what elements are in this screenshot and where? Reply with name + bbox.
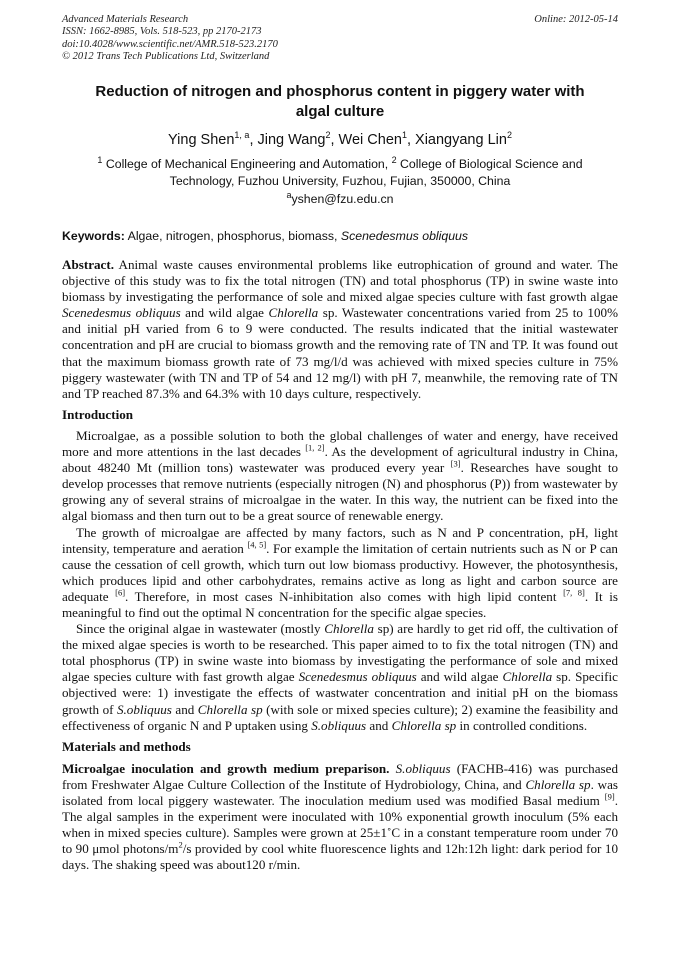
author-separator: , <box>249 132 258 148</box>
paragraph-text: /s provided by cool white fluorescence lights and 12h:12h light: dark period for 10 days. The shaking speed was about120 r/min. <box>62 841 618 873</box>
affiliation-text: College of Biological Science and <box>396 157 583 171</box>
affiliation-mark: 1 <box>97 154 103 165</box>
citation-ref[interactable]: [1, 2] <box>305 442 325 453</box>
author-name: Jing Wang <box>257 132 326 148</box>
author-affiliation-mark: 1, a <box>234 130 250 141</box>
keywords-text: Algae, nitrogen, phosphorus, biomass, <box>124 229 341 243</box>
paragraph-text: in controlled conditions. <box>456 717 588 733</box>
abstract-label: Abstract. <box>62 257 114 272</box>
subsection-heading: Microalgae inoculation and growth medium preparison. <box>62 760 390 776</box>
affiliation-line-1 <box>62 156 618 173</box>
paragraph-text: . Researches have sought to develop processes that remove nutrients (especially nitrogen (N) and phosphorus (P)) from wastewater by growing any of several strains of microalgae in the water. In this way, the nutrient can be fixed into the algal biomass and then turn out to be a great source of renewable energy. <box>62 460 618 524</box>
species-name: Chlorella sp <box>525 776 591 792</box>
species-name: Scenedesmus obliquus <box>62 305 181 321</box>
paragraph-text: . For example the limitation of certain nutrients such as N or P can cause the cessation of cell growth, which turn out low biomass productivy. However, the photosynthesis, which produces lipid and other carbohydrates, remains active as long as light and carbon source are adequate <box>62 540 618 604</box>
paper-body <box>62 257 618 873</box>
running-header <box>62 14 618 63</box>
intro-paragraph-3 <box>62 621 618 734</box>
affiliation-mark: 2 <box>391 154 397 165</box>
author-list <box>62 131 618 149</box>
species-name: Chlorella <box>268 305 319 321</box>
author-separator: , <box>330 132 339 148</box>
species-name: Chlorella sp <box>197 701 263 717</box>
affiliation-line-2: Technology, Fuzhou University, Fuzhou, Fujian, 350000, China <box>169 173 511 188</box>
paragraph-text: Microalgae, as a possible solution to both the global challenges of water and energy, have received more and more attentions in the last decades <box>62 427 618 460</box>
intro-paragraph-2 <box>62 525 618 622</box>
species-name: Chlorella <box>324 621 374 637</box>
citation-ref[interactable]: [6] <box>115 587 126 598</box>
doi-line: doi:10.4028/www.scientific.net/AMR.518-523.2170 <box>62 38 278 50</box>
author-affiliation-mark: 1 <box>401 130 407 141</box>
unit-exponent: 2 <box>178 839 183 850</box>
paragraph-text: . As the development of agricultural industry in China, about 48240 Mt (million tons) wastewater was produced every year <box>62 444 618 476</box>
paper-title <box>62 82 618 122</box>
abstract-paragraph <box>62 257 618 402</box>
author-affiliation-mark: 2 <box>325 130 331 141</box>
species-name: Chlorella <box>502 669 553 685</box>
citation-ref[interactable]: [4, 5] <box>247 539 267 550</box>
citation-ref[interactable]: [7, 8] <box>563 587 585 598</box>
online-date: Online: 2012-05-14 <box>534 14 618 25</box>
journal-name: Advanced Materials Research <box>62 14 189 25</box>
title-line-1: Reduction of nitrogen and phosphorus content in piggery water with <box>95 83 585 100</box>
paragraph-text: (with sole or mixed species culture); 2) examine the feasibility and effectiveness of organic N and P uptaken using <box>62 701 618 733</box>
author-separator: , <box>406 132 416 148</box>
affiliation-text: College of Mechanical Engineering and Automation, <box>102 157 392 171</box>
abstract-text: and wild algae <box>180 305 269 321</box>
paragraph-text: Since the original algae in wastewater (mostly <box>76 621 325 637</box>
paragraph-text: and wild algae <box>416 669 503 685</box>
paragraph-text: sp) are hardly to get rid off, the cultivation of the mixed algae species is worth to be researched. This paper aimed to to fix the total nitrogen (TN) and total phosphorus (TP) in swine waste into biomass by investigating the performance of sole and mixed algae species culture with fast growth algae <box>62 621 619 685</box>
paragraph-text: The growth of microalgae are affected by many factors, such as N and P concentration, pH, light intensity, temperature and aeration <box>62 524 618 556</box>
paragraph-text: . was isolated from local piggery wastewater. The inoculation medium used was modified Basal medium <box>62 776 618 808</box>
paragraph-text: sp. Specific objectived were: 1) investigate the effects of wastwater concentration and initial pH on the biomass growth of <box>62 669 618 717</box>
copyright-line: © 2012 Trans Tech Publications Ltd, Switzerland <box>62 50 270 62</box>
species-name: S.obliquus <box>395 760 451 776</box>
author-name: Wei Chen <box>338 132 402 148</box>
author-name: Xiangyang Lin <box>415 132 507 148</box>
keywords-label: Keywords: <box>62 229 125 243</box>
affiliations <box>62 156 618 189</box>
author-affiliation-mark: 2 <box>506 130 512 141</box>
abstract-text: Animal waste causes environmental problems like eutrophication of ground and water. The objective of this study was to fix the total nitrogen (TN) and total phosphorus (TP) in swine waste into biomass by investigating the performance of sole and mixed algae species culture with fast growth algae <box>62 257 618 305</box>
methods-paragraph-1 <box>62 761 618 874</box>
author-name: Ying Shen <box>168 132 235 148</box>
issn-line: ISSN: 1662-8985, Vols. 518-523, pp 2170-2173 <box>62 26 262 38</box>
email-mark: a <box>286 189 292 200</box>
intro-paragraph-1 <box>62 428 618 525</box>
keywords <box>62 229 618 244</box>
abstract-text: sp. Wastewater concentrations varied from 25 to 100% and initial pH varied from 6 to 9 were conducted. The results indicated that the initial wastewater concentration and pH are crucial to biomass growth and the removing rate of TN and TP. It was found out that the maximum biomass growth rate of 73 mg/l/d was achieved with mixed species culture in 75% piggery wastewater (with TN and TP of 54 and 12 mg/l) with pH 7, meanwhile, the removing rate of TN and TP reached 87.3% and 64.3% with 10 days culture, respectively. <box>62 305 618 401</box>
paragraph-text: . It is meaningful to find out the optimal N concentration for the specific algae species. <box>62 588 618 620</box>
paragraph-text: . The algal samples in the experiment were inoculated with 10% exponential growth inoculum (5% each when in mixed species culture). Samples were grown at 25±1˚C in a constant temperature room under 70 to 90 μmol photons/m <box>62 793 618 857</box>
citation-ref[interactable]: [3] <box>450 458 461 469</box>
citation-ref[interactable]: [9] <box>604 791 615 802</box>
paragraph-text: and <box>366 717 392 733</box>
paragraph-text: . Therefore, in most cases N-inhibitation also comes with high lipid content <box>125 588 564 604</box>
species-name: Chlorella sp <box>391 717 457 733</box>
species-name: S.obliquus <box>311 717 367 733</box>
email-link[interactable]: yshen@fzu.edu.cn <box>291 192 394 206</box>
paragraph-text: (FACHB-416) was purchased from Freshwater Algae Culture Collection of the Institute of Hydrobiology, China, and <box>62 760 618 792</box>
keywords-species: Scenedesmus obliquus <box>340 229 469 243</box>
species-name: Scenedesmus obliquus <box>298 669 417 685</box>
species-name: S.obliquus <box>116 701 172 717</box>
paragraph-text: and <box>171 701 198 717</box>
introduction-heading: Introduction <box>62 406 134 422</box>
methods-heading: Materials and methods <box>62 738 191 754</box>
title-line-2: algal culture <box>295 103 385 120</box>
author-email <box>62 191 618 207</box>
